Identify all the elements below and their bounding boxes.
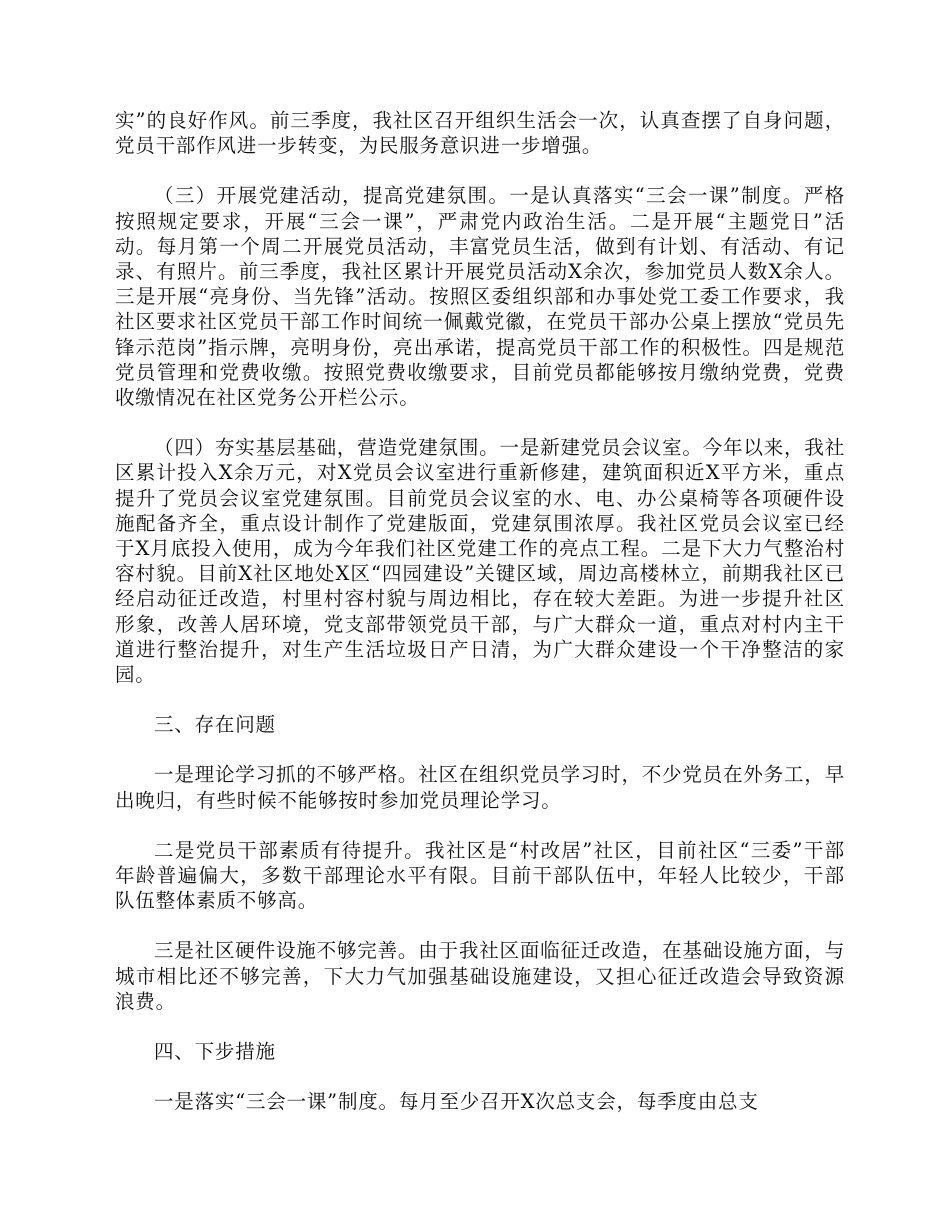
section-heading-next-steps: 四、下步措施: [154, 1040, 276, 1064]
paragraph-problem-infrastructure: 三是社区硬件设施不够完善。由于我社区面临征迁改造，在基础设施方面，与城市相比还不够完善，下大力气加强基础设施建设，又担心征迁改造会导致资源浪费。: [115, 939, 845, 1013]
paragraph-grassroots-foundation: （四）夯实基层基础，营造党建氛围。一是新建党员会议室。今年以来，我社区累计投入X余万元，对X党员会议室进行重新修建，建筑面积近X平方米，重点提升了党员会议室党建氛围。目前党员会议室的水、电、办公桌椅等各项硬件设施配备齐全，重点设计制作了党建版面，党建氛围浓厚。我社区党员会议室已经于X月底投入使用，成为今年我们社区党建工作的亮点工程。二是下大力气整治村容村貌。目前X社区地处X区“四园建设”关键区域，周边高楼林立，前期我社区已经启动征迁改造，村里村容村貌与周边相比，存在较大差距。为进一步提升社区形象，改善人居环境，党支部带领党员干部，与广大群众一道，重点对村内主干道进行整治提升，对生产生活垃圾日产日清，为广大群众建设一个干净整洁的家园。: [115, 436, 845, 687]
paragraph-party-activities: （三）开展党建活动，提高党建氛围。一是认真落实“三会一课”制度。严格按照规定要求，开展“三会一课”，严肃党内政治生活。二是开展“主题党日”活动。每月第一个周二开展党员活动，丰富党员生活，做到有计划、有活动、有记录、有照片。前三季度，我社区累计开展党员活动X余次，参加党员人数X余人。三是开展“亮身份、当先锋”活动。按照区委组织部和办事处党工委工作要求，我社区要求社区党员干部工作时间统一佩戴党徽，在党员干部办公桌上摆放“党员先锋示范岗”指示牌，亮明身份，亮出承诺，提高党员干部工作的积极性。四是规范党员管理和党费收缴。按照党费收缴要求，目前党员都能够按月缴纳党费，党费收缴情况在社区党务公开栏公示。: [115, 184, 845, 410]
document-page: [115, 108, 845, 1115]
section-heading-problems: 三、存在问题: [154, 713, 276, 737]
paragraph-next-step-meetings: 一是落实“三会一课”制度。每月至少召开X次总支会，每季度由总支: [154, 1090, 759, 1114]
paragraph-problem-theory-study: 一是理论学习抓的不够严格。社区在组织党员学习时，不少党员在外务工，早出晚归，有些时候不能够按时参加党员理论学习。: [115, 763, 845, 812]
paragraph-problem-cadre-quality: 二是党员干部素质有待提升。我社区是“村改居”社区，目前社区“三委”干部年龄普遍偏大，多数干部理论水平有限。目前干部队伍中，年轻人比较少，干部队伍整体素质不够高。: [115, 838, 845, 913]
paragraph-continuation: 实”的良好作风。前三季度，我社区召开组织生活会一次，认真查摆了自身问题，党员干部作风进一步转变，为民服务意识进一步增强。: [115, 109, 845, 158]
